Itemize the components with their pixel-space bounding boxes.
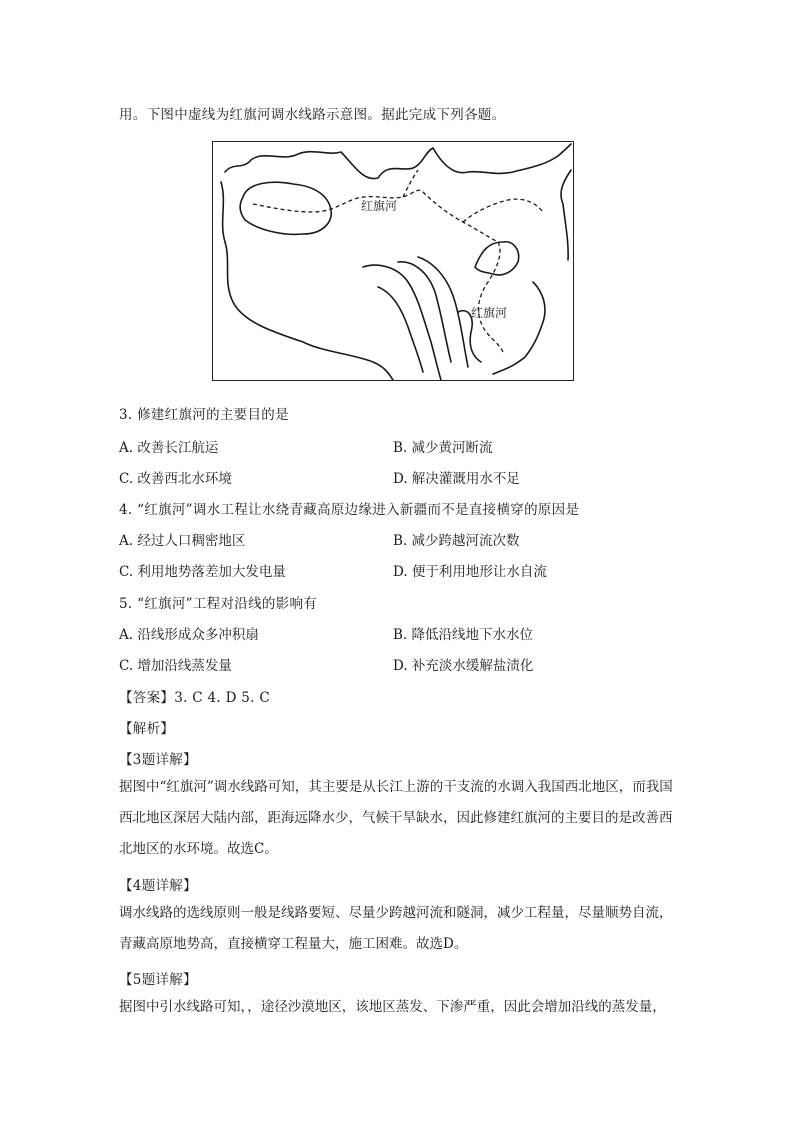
question-5-option-b: B. 降低沿线地下水水位 <box>393 627 534 643</box>
question-4-stem: 4. “红旗河”调水工程让水绕青藏高原边缘进入新疆而不是直接横穿的原因是 <box>119 502 580 518</box>
detail-5-heading: 【5题详解】 <box>119 972 197 988</box>
analysis-heading: 【解析】 <box>119 721 175 737</box>
detail-4-text: 调水线路的选线原则一般是线路要短、尽量少跨越河流和隧洞，减少工程量，尽量顺势自流，青藏高原地势高，直接横穿工程量大，施工困难。故选D。 <box>119 905 673 952</box>
map-label-south: 红旗河 <box>471 306 508 320</box>
detail-3-heading: 【3题详解】 <box>119 752 197 768</box>
question-4-option-b: B. 减少跨越河流次数 <box>393 533 520 549</box>
map-label-north: 红旗河 <box>361 199 398 213</box>
question-3-option-a: A. 改善长江航运 <box>119 440 219 456</box>
answer-line: 【答案】3. C 4. D 5. C <box>119 690 270 706</box>
route-map <box>212 141 574 381</box>
question-3-option-d: D. 解决灌溉用水不足 <box>393 471 520 487</box>
question-3-stem: 3. 修建红旗河的主要目的是 <box>119 407 289 423</box>
southeast-coast <box>475 242 519 275</box>
northern-border <box>225 144 571 179</box>
question-4-option-a: A. 经过人口稠密地区 <box>119 533 246 549</box>
question-5-stem: 5. “红旗河”工程对沿线的影响有 <box>119 596 318 612</box>
question-5-option-d: D. 补充淡水缓解盐渍化 <box>393 658 534 674</box>
map-drawing <box>213 142 573 380</box>
route-main <box>478 242 503 352</box>
route-branch <box>403 170 418 197</box>
northeast-border <box>561 170 571 260</box>
basin-outline <box>240 182 331 234</box>
question-3-option-b: B. 减少黄河断流 <box>393 440 493 456</box>
question-3-option-c: C. 改善西北水环境 <box>119 471 232 487</box>
detail-3-text: 据图中“红旗河”调水线路可知，其主要是从长江上游的干支流的水调入我国西北地区，而我国西北地区深居大陆内部，距海远降水少，气候干旱缺水，因此修建红旗河的主要目的是改善西北地区的水环境。故选C。 <box>119 779 673 857</box>
intro-text: 用。下图中虚线为红旗河调水线路示意图。据此完成下列各题。 <box>119 107 506 123</box>
detail-5-text: 据图中引水线路可知，，途径沙漠地区，该地区蒸发、下渗严重，因此会增加沿线的蒸发量， <box>119 999 666 1015</box>
east-coast <box>493 282 545 374</box>
detail-4-heading: 【4题详解】 <box>119 878 197 894</box>
question-5-option-c: C. 增加沿线蒸发量 <box>119 658 232 674</box>
question-5-option-a: A. 沿线形成众多冲积扇 <box>119 627 259 643</box>
question-4-option-d: D. 便于利用地形让水自流 <box>393 564 547 580</box>
question-4-option-c: C. 利用地势落差加大发电量 <box>119 564 286 580</box>
route-east <box>463 199 543 222</box>
